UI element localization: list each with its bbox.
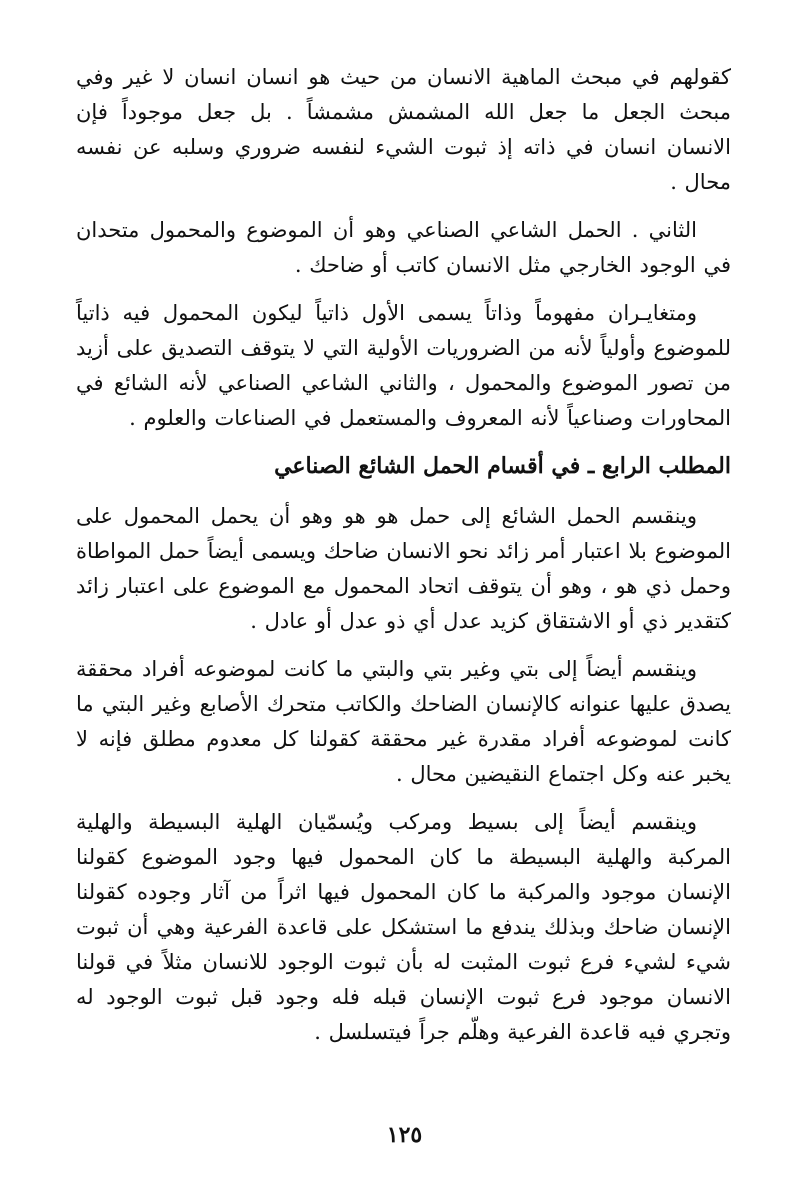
paragraph-3: ومتغايـران مفهوماً وذاتاً يسمى الأول ذاتياً ليكون المحمول فيه ذاتياً للموضوع وأولياً لأنه من الضروريات الأولية التي لا يتوقف التصديق على أزيد من تصور الموضوع والمحمول ، والثاني الشاعي الصناعي لأنه الشائع في المحاورات وصناعياً لأنه المعروف والمستعمل في الصناعات والعلوم . [76,301,731,430]
paragraph-2: الثاني . الحمل الشاعي الصناعي وهو أن الموضوع والمحمول متحدان في الوجود الخارجي مثل الانسان كاتب أو ضاحك . [76,218,731,277]
section-heading: المطلب الرابع ـ في أقسام الحمل الشائع الصناعي [274,453,731,479]
page-body [76,60,731,1063]
paragraph-6: وينقسم أيضاً إلى بسيط ومركب ويُسمّيان الهلية البسيطة والهلية المركبة والهلية البسيطة ما كان المحمول فيها وجود الموضوع كقولنا الإنسان موجود والمركبة ما كان المحمول فيها اثراً من آثار وجوده كقولنا الإنسان ضاحك وبذلك يندفع ما استشكل على قاعدة الفرعية وهي أن ثبوت شيء لشيء فرع ثبوت المثبت له بأن ثبوت الوجود للانسان مثلاً في قولنا الانسان موجود فرع ثبوت الإنسان قبله فله وجود قبل ثبوت الوجود له وتجري فيه قاعدة الفرعية وهلّم جراً فيتسلسل . [76,810,731,1044]
paragraph-4: وينقسم الحمل الشائع إلى حمل هو هو وهو أن يحمل المحمول على الموضوع بلا اعتبار أمر زائد نحو الانسان ضاحك ويسمى أيضاً حمل المواطاة وحمل ذي هو ، وهو أن يتوقف اتحاد المحمول مع الموضوع على اعتبار زائد كتقدير ذي أو الاشتقاق كزيد عدل أي ذو عدل أو عادل . [76,504,731,633]
paragraph-1: كقولهم في مبحث الماهية الانسان من حيث هو انسان انسان لا غير وفي مبحث الجعل ما جعل الله المشمش مشمشاً . بل جعل موجوداً فإن الانسان انسان في ذاته إذ ثبوت الشيء لنفسه ضروري وسلبه عن نفسه محال . [76,65,731,194]
page-number: ١٢٥ [386,1122,423,1148]
paragraph-5: وينقسم أيضاً إلى بتي وغير بتي والبتي ما كانت لموضوعه أفراد محققة يصدق عليها عنوانه كالإنسان الضاحك والكاتب متحرك الأصابع وغير البتي ما كانت لموضوعه أفراد مقدرة غير محققة كقولنا كل معدوم مطلق فإنه لا يخبر عنه وكل اجتماع النقيضين محال . [76,657,731,786]
